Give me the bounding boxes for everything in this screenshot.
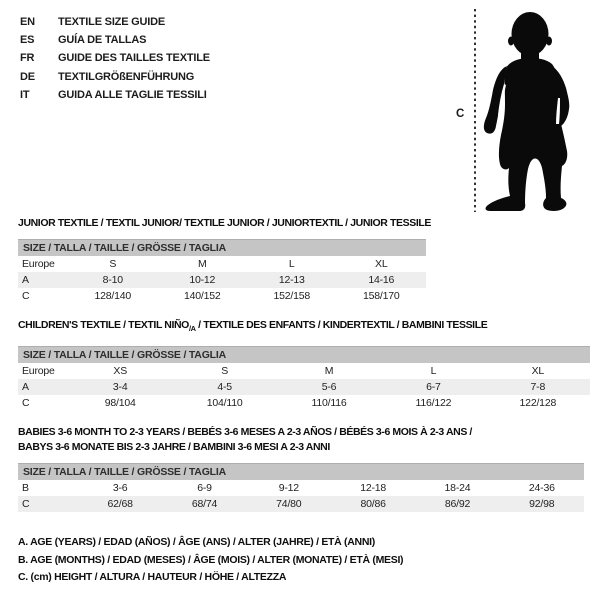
table-row [18,480,584,496]
table-row [18,272,426,288]
section-title-line [18,440,584,455]
row-label: B [22,482,29,494]
baby-ear-left [508,37,514,46]
cell-value: S [221,365,229,377]
cell-value: XS [113,365,127,377]
height-measure-label: C [456,108,465,120]
cell-value: 116/122 [415,397,452,409]
cell-value: 128/140 [94,290,132,302]
baby-ear-right [546,37,552,46]
baby-silhouette [482,8,572,212]
cell-value: 9-12 [278,482,299,494]
language-row [20,49,210,67]
cell-value: 110/116 [311,397,347,409]
size-table [18,346,590,411]
cell-value: 14-16 [368,274,395,286]
legend-line: B. AGE (MONTHS) / EDAD (MESES) / ÂGE (MOIS) / ALTER (MONATE) / ETÀ (MESI) [18,553,404,566]
row-label: A [22,274,29,286]
language-row [20,31,210,49]
legend-line: C. (cm) HEIGHT / ALTURA / HAUTEUR / HÖHE / ALTEZZA [18,571,287,584]
size-section-junior [18,217,431,304]
section-title-line [18,425,584,440]
cell-value: 152/158 [273,290,311,302]
table-rows [18,363,590,411]
table-row [18,395,590,411]
height-measure-dashed-line [473,8,477,213]
language-code: DE [20,70,35,83]
language-row [20,68,210,86]
size-section-children [18,319,590,411]
table-row [18,496,584,512]
language-code: EN [20,16,35,28]
cell-value: 92/98 [529,498,555,510]
size-table [18,239,426,304]
language-title: GUIDA ALLE TAGLIE TESSILI [58,88,207,101]
table-row [18,288,426,304]
language-list [20,13,210,104]
section-title-line [18,217,431,230]
row-label: Europe [22,258,55,270]
section-title [18,425,584,455]
cell-value: 98/104 [104,397,136,409]
cell-value: 74/80 [276,498,302,510]
table-rows [18,480,584,512]
cell-value: 3-6 [112,482,128,494]
cell-value: 68/74 [191,498,218,510]
cell-value: 158/170 [362,290,400,302]
language-row [20,86,210,104]
cell-value: 80/86 [360,498,386,510]
cell-value: 12-13 [278,274,305,286]
cell-value: 140/152 [183,290,221,302]
cell-value: 12-18 [360,482,387,494]
cell-value: L [430,365,437,377]
table-row [18,379,590,395]
language-code: IT [20,88,30,101]
title-subscript: /A [188,324,196,334]
cell-value: 5-6 [321,381,337,393]
legend [18,534,403,587]
cell-value: 122/128 [519,397,557,409]
section-title [18,319,590,332]
language-title: TEXTILGRÖßENFÜHRUNG [58,70,195,83]
cell-value: 8-10 [102,274,123,286]
language-row [20,13,210,31]
cell-value: 6-9 [197,482,212,494]
title-text: BABIES 3-6 MONTH TO 2-3 YEARS / BEBÉS 3-6 MESES A 2-3 AÑOS / BÉBÉS 3-6 MOIS À 2-3 ANS / [18,426,472,438]
cell-value: 3-4 [112,381,128,393]
row-label: C [22,498,30,510]
size-table [18,463,584,512]
row-label: Europe [22,365,55,377]
table-rows [18,256,426,304]
cell-value: XL [375,258,388,270]
cell-value: L [288,258,295,270]
baby-head [512,12,549,56]
language-code: FR [20,52,35,65]
row-label: C [22,397,30,409]
cell-value: 62/68 [107,498,133,510]
cell-value: 104/110 [206,397,243,409]
language-code: ES [20,34,35,47]
table-size-header: SIZE / TALLA / TAILLE / GRÖSSE / TAGLIA [18,463,584,480]
section-title [18,217,431,230]
table-size-header: SIZE / TALLA / TAILLE / GRÖSSE / TAGLIA [18,239,426,256]
table-size-header: SIZE / TALLA / TAILLE / GRÖSSE / TAGLIA [18,346,590,363]
language-title: GUIDE DES TAILLES TEXTILE [58,52,210,65]
cell-value: M [197,258,207,270]
language-title: GUÍA DE TALLAS [58,34,147,47]
cell-value: 10-12 [189,274,216,286]
language-title: TEXTILE SIZE GUIDE [58,16,166,28]
title-text: CHILDREN'S TEXTILE / TEXTIL NIÑO [18,319,189,331]
cell-value: 7-8 [530,381,546,393]
cell-value: 4-5 [217,381,232,393]
title-text: JUNIOR TEXTILE / TEXTIL JUNIOR/ TEXTILE JUNIOR / JUNIORTEXTIL / JUNIOR TESSILE [18,217,431,229]
row-label: C [22,290,30,302]
cell-value: 6-7 [426,381,441,393]
title-text: / TEXTILE DES ENFANTS / KINDERTEXTIL / BAMBINI TESSILE [195,319,488,331]
cell-value: 18-24 [444,482,471,494]
table-row [18,256,426,272]
size-section-babies [18,425,584,512]
row-label: A [22,381,29,393]
cell-value: 24-36 [528,482,555,494]
cell-value: 86/92 [444,498,471,510]
cell-value: M [324,365,334,377]
legend-line: A. AGE (YEARS) / EDAD (AÑOS) / ÂGE (ANS) / ALTER (JAHRE) / ETÀ (ANNI) [18,536,375,548]
cell-value: S [109,258,117,270]
table-row [18,363,590,379]
section-title-line [18,319,590,332]
cell-value: XL [531,365,545,377]
title-text: BABYS 3-6 MONATE BIS 2-3 JAHRE / BAMBINI 3-6 MESI A 2-3 ANNI [18,441,330,453]
